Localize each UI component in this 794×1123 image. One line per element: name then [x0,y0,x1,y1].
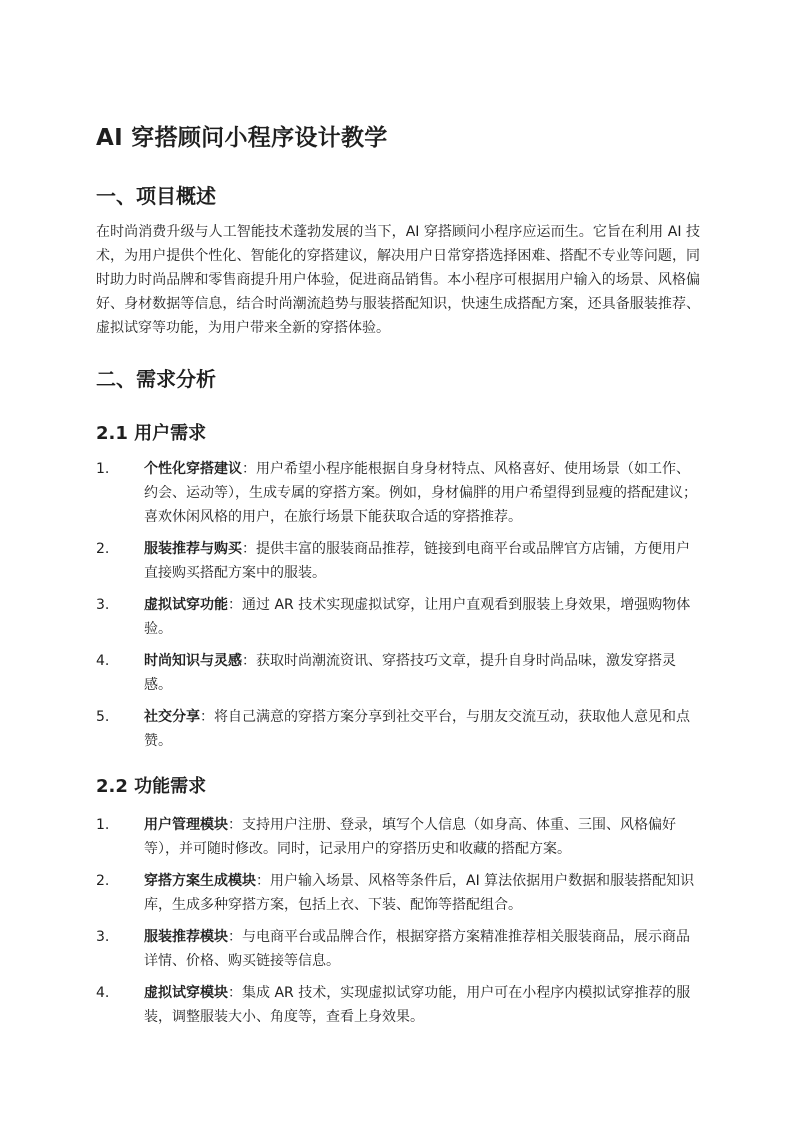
list-item-term: 服装推荐模块 [144,929,228,945]
list-item-number: 2. [96,541,110,557]
list-item-number: 4. [96,985,110,1001]
list-item [96,925,700,973]
list-item-number: 5. [96,709,110,725]
list-item-description: ：提供丰富的服装商品推荐，链接到电商平台或品牌官方店铺，方便用户直接购买搭配方案中的服装。 [144,541,690,581]
list-item [96,813,700,861]
list-item [96,649,700,697]
list-item-number: 3. [96,597,110,613]
function-needs-list [96,813,700,1037]
subsection-heading-function-needs: 2.2 功能需求 [96,776,207,797]
overview-paragraph: 在时尚消费升级与人工智能技术蓬勃发展的当下，AI 穿搭顾问小程序应运而生。它旨在利用 AI 技术，为用户提供个性化、智能化的穿搭建议，解决用户日常穿搭选择困难、搭配不专业等问题，同时助力时尚品牌和零售商提升用户体验，促进商品销售。本小程序可根据用户输入的场景、风格偏好、身材数据等信息，结合时尚潮流趋势与服装搭配知识，快速生成搭配方案，还具备服装推荐、虚拟试穿等功能，为用户带来全新的穿搭体验。 [96,224,700,336]
list-item-number: 1. [96,817,110,833]
list-item-description: ：用户输入场景、风格等条件后，AI 算法依据用户数据和服装搭配知识库，生成多种穿搭方案，包括上衣、下装、配饰等搭配组合。 [144,873,695,913]
list-item [96,457,700,529]
list-item-term: 时尚知识与灵感 [144,653,242,669]
list-item [96,705,700,753]
list-item-number: 2. [96,873,110,889]
list-item-term: 穿搭方案生成模块 [144,873,256,889]
list-item-term: 服装推荐与购买 [144,541,242,557]
list-item-number: 1. [96,461,110,477]
list-item [96,981,700,1029]
list-item-description: ：与电商平台或品牌合作，根据穿搭方案精准推荐相关服装商品，展示商品详情、价格、购买链接等信息。 [144,929,690,969]
list-item-term: 虚拟试穿功能 [144,597,228,613]
list-item-description: ：集成 AR 技术，实现虚拟试穿功能，用户可在小程序内模拟试穿推荐的服装，调整服装大小、角度等，查看上身效果。 [144,985,691,1025]
list-item [96,869,700,917]
list-item-term: 个性化穿搭建议 [144,461,242,477]
user-needs-list [96,457,700,761]
section-heading-overview: 一、项目概述 [96,184,216,208]
list-item-description: ：获取时尚潮流资讯、穿搭技巧文章，提升自身时尚品味，激发穿搭灵感。 [144,653,676,693]
section-heading-requirements: 二、需求分析 [96,367,216,391]
list-item-number: 4. [96,653,110,669]
list-item-description: ：将自己满意的穿搭方案分享到社交平台，与朋友交流互动，获取他人意见和点赞。 [144,709,690,749]
list-item-term: 社交分享 [144,709,200,725]
document-title: AI 穿搭顾问小程序设计教学 [96,125,388,151]
list-item [96,537,700,585]
list-item-description: ：支持用户注册、登录，填写个人信息（如身高、体重、三围、风格偏好等），并可随时修改。同时，记录用户的穿搭历史和收藏的搭配方案。 [144,817,676,857]
list-item-number: 3. [96,929,110,945]
list-item-term: 虚拟试穿模块 [144,985,228,1001]
list-item-description: ：通过 AR 技术实现虚拟试穿，让用户直观看到服装上身效果，增强购物体验。 [144,597,691,637]
list-item-term: 用户管理模块 [144,817,228,833]
list-item-description: ：用户希望小程序能根据自身身材特点、风格喜好、使用场景（如工作、约会、运动等），生成专属的穿搭方案。例如，身材偏胖的用户希望得到显瘦的搭配建议；喜欢休闲风格的用户，在旅行场景下能获取合适的穿搭推荐。 [144,461,697,525]
list-item [96,593,700,641]
subsection-heading-user-needs: 2.1 用户需求 [96,423,207,444]
